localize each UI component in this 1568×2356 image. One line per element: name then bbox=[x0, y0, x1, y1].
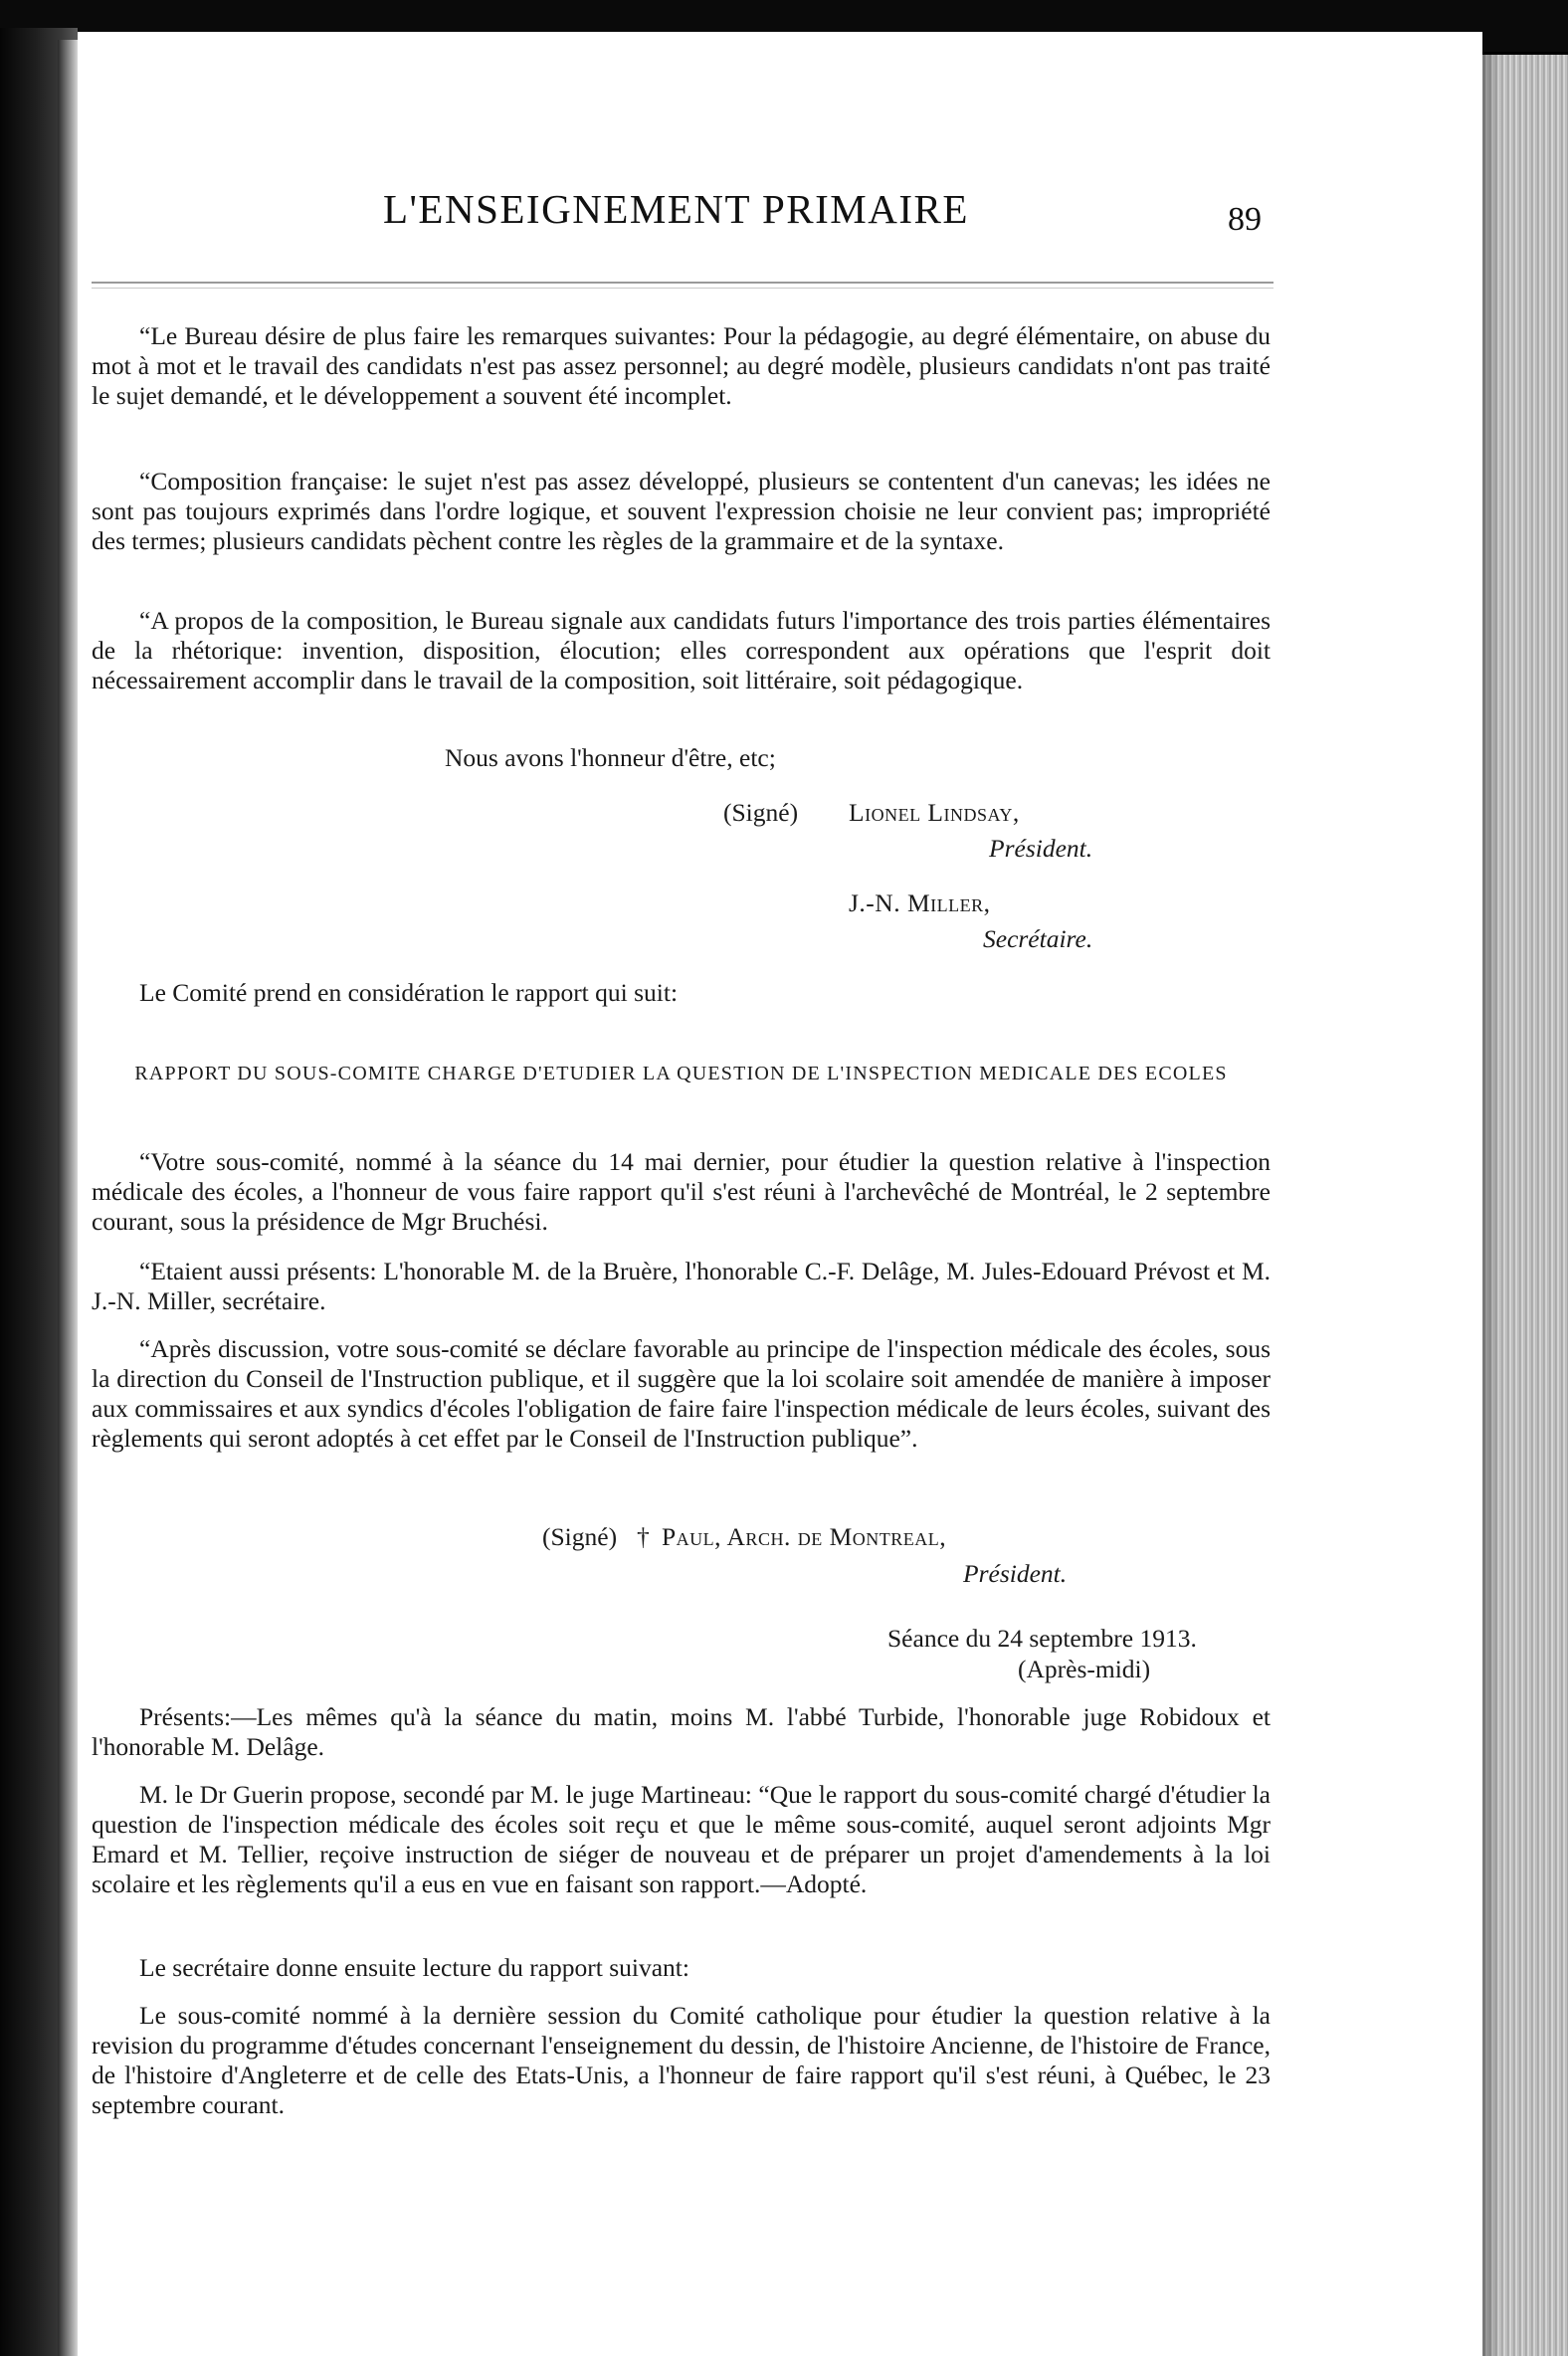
paragraph-presents-apres-midi: Présents:—Les mêmes qu'à la séance du matin, moins M. l'abbé Turbide, l'honorable juge Robidoux et l'honorable M. Delâge. bbox=[92, 1702, 1271, 1761]
paragraph-sous-comite-derniere: Le sous-comité nommé à la dernière session du Comité catholique pour étudier la question relative à la revision du programme d'études concernant l'enseignement du dessin, de l'histoire Ancienne, de l'histoire de France, de l'histoire d'Angleterre et de celle des Etats-Unis, a l'honneur de faire rapport qu'il s'est réuni, à Québec, le 23 septembre courant. bbox=[92, 2001, 1271, 2119]
paragraph-composition: “Composition française: le sujet n'est pas assez développé, plusieurs se contentent d'un canevas; les idées ne sont pas toujours exprimés dans l'ordre logique, et souvent l'expression choisie ne leur convient pas; impropriété des termes; plusieurs candidats pèchent contre les règles de la grammaire et de la syntaxe. bbox=[92, 467, 1271, 555]
signature-name-secretary: J.-N. Miller, bbox=[849, 888, 991, 917]
seance-date: Séance du 24 septembre 1913. bbox=[887, 1624, 1197, 1653]
paragraph-rhetorique: “A propos de la composition, le Bureau signale aux candidats futurs l'importance des trois parties élémentaires de la rhétorique: invention, disposition, élocution; elles correspondent aux opérations que l'esprit doit nécessairement accomplir dans le travail de la composition, soit littéraire, soit pédagogique. bbox=[92, 606, 1271, 694]
paragraph-guerin-propose: M. le Dr Guerin propose, secondé par M. le juge Martineau: “Que le rapport du sous-comité chargé d'étudier la question de l'inspection médicale des écoles soit reçu et que le même sous-comité, auquel seront adjoints Mgr Emard et M. Tellier, reçoive instruction de siéger de nouveau et de préparer un projet d'amendements à la loi scolaire et les règlements qu'il a eus en vue en faisant son rapport.—Adopté. bbox=[92, 1780, 1271, 1898]
paragraph-secretaire-lecture: Le secrétaire donne ensuite lecture du rapport suivant: bbox=[139, 1953, 689, 1982]
signature2-cross: † bbox=[637, 1522, 650, 1551]
paragraph-bureau-remarks: “Le Bureau désire de plus faire les remarques suivantes: Pour la pédagogie, au degré élémentaire, on abuse du mot à mot et le travail des candidats n'est pas assez personnel; au degré modèle, plusieurs candidats n'ont pas traité le sujet demandé, et le développement a souvent été incomplet. bbox=[92, 321, 1271, 410]
signature2-signe: (Signé) bbox=[542, 1522, 618, 1551]
seance-time: (Après-midi) bbox=[1018, 1655, 1151, 1683]
running-head: L'ENSEIGNEMENT PRIMAIRE bbox=[383, 186, 969, 232]
header-rule bbox=[92, 282, 1274, 284]
report-title: RAPPORT DU SOUS-COMITE CHARGE D'ETUDIER LA QUESTION DE L'INSPECTION MEDICALE DES ECOLES bbox=[134, 1063, 1228, 1084]
paragraph-sous-comite-nomme: “Votre sous-comité, nommé à la séance du 14 mai dernier, pour étudier la question relative à l'inspection médicale des écoles, a l'honneur de vous faire rapport qu'il s'est réuni à l'archevêché de Montréal, le 2 septembre courant, sous la présidence de Mgr Bruchési. bbox=[92, 1147, 1271, 1236]
page-stack-shadow bbox=[1482, 55, 1500, 2356]
page-number: 89 bbox=[1228, 201, 1262, 238]
signature-signe: (Signé) bbox=[723, 798, 799, 827]
signature-title-secretary: Secrétaire. bbox=[983, 924, 1093, 953]
signature2-title: Président. bbox=[963, 1559, 1068, 1588]
signature-name-president: Lionel Lindsay, bbox=[849, 798, 1020, 827]
signature-title-president: Président. bbox=[989, 834, 1093, 863]
header-rule-secondary bbox=[92, 288, 1274, 289]
paragraph-comite-considere: Le Comité prend en considération le rapport qui suit: bbox=[139, 978, 679, 1007]
page-curl-edge bbox=[58, 40, 80, 2356]
signature2-name: Paul, Arch. de Montreal, bbox=[662, 1522, 947, 1551]
paragraph-apres-discussion: “Après discussion, votre sous-comité se déclare favorable au principe de l'inspection médicale des écoles, sous la direction du Conseil de l'Instruction publique, et il suggère que la loi scolaire soit amendée de manière à imposer aux commissaires et aux syndics d'écoles l'obligation de faire faire l'inspection médicale de leurs écoles, suivant des règlements qui seront adoptés à cet effet par le Conseil de l'Instruction publique”. bbox=[92, 1334, 1271, 1453]
closing-formula: Nous avons l'honneur d'être, etc; bbox=[445, 743, 776, 772]
paragraph-presents: “Etaient aussi présents: L'honorable M. de la Bruère, l'honorable C.-F. Delâge, M. Jules-Edouard Prévost et M. J.-N. Miller, secrétaire. bbox=[92, 1257, 1271, 1315]
